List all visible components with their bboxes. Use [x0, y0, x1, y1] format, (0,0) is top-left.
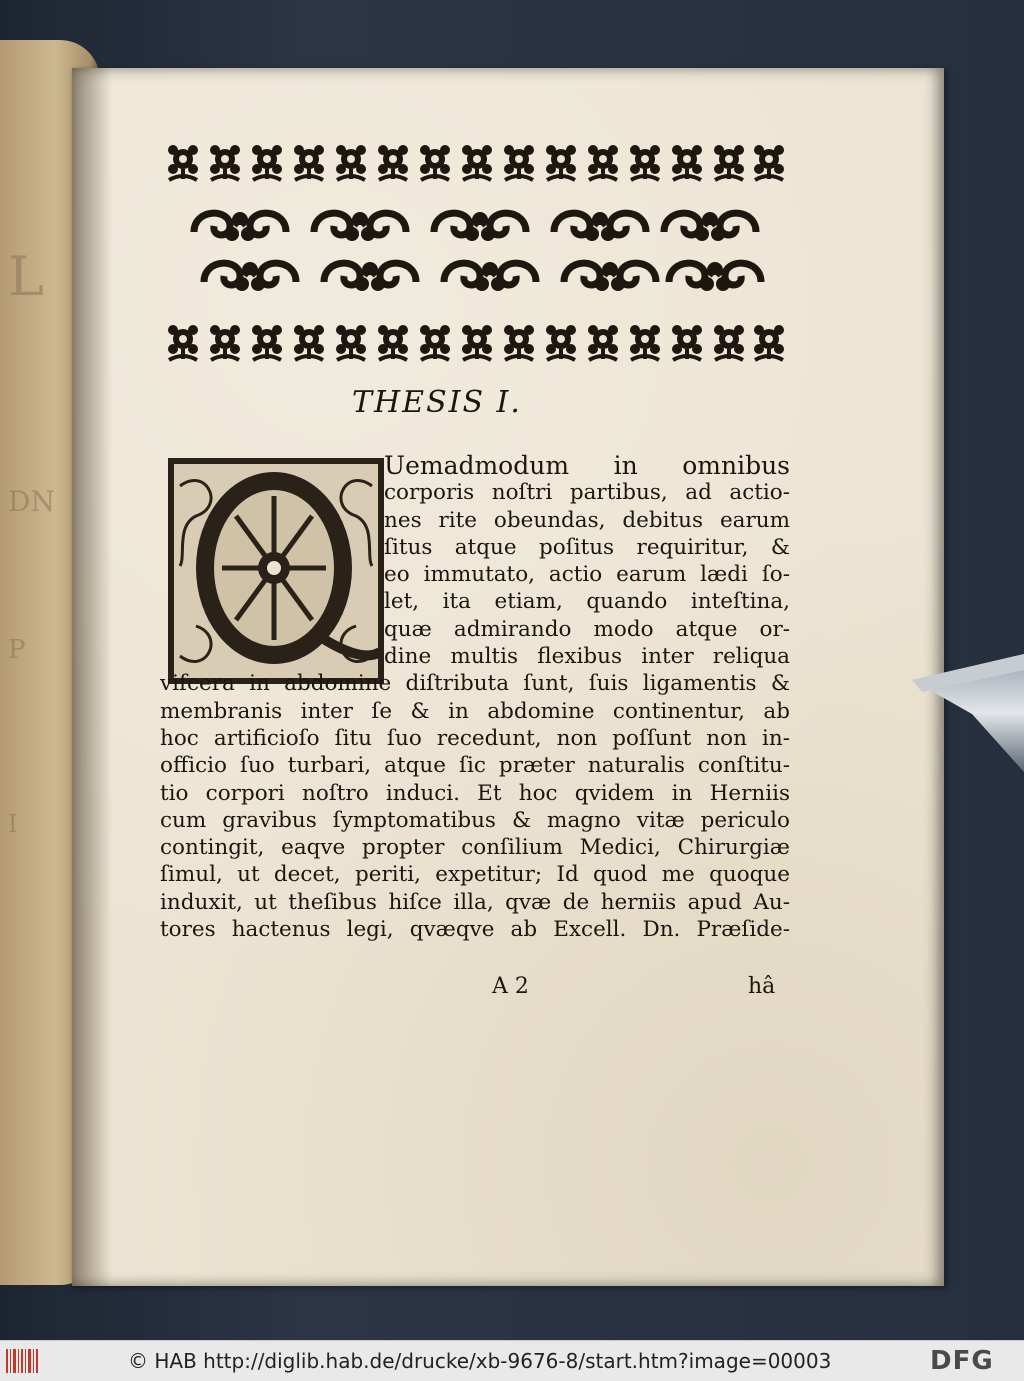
- previous-page-ghost-mark: P: [8, 635, 26, 665]
- text-line-4: ſitus atque poſitus requiritur, &: [384, 534, 790, 560]
- text-line-6: let, ita etiam, quando inteſtina,: [384, 589, 790, 615]
- text-line-7: quæ admirando modo atque or-: [384, 616, 790, 642]
- text-line-13: tio corpori noſtro induci. Et hoc qvidem in Herniis: [160, 780, 790, 806]
- previous-page-ghost-mark-2: I: [8, 810, 18, 838]
- text-line-18: tores hactenus legi, qvæqve ab Excell. Dn. Præſide-: [160, 917, 790, 943]
- gutter-shadow: [72, 68, 112, 1286]
- ornamental-headpiece: [160, 140, 786, 375]
- text-line-14: cum gravibus ſymptomatibus & magno vitæ periculo: [160, 807, 790, 833]
- page-holder-clip: [912, 652, 1024, 772]
- ornament-row-flowers-bottom: [168, 325, 784, 360]
- ornament-row-flowers-top: [168, 145, 784, 180]
- copyright-link[interactable]: © HAB http://diglib.hab.de/drucke/xb-9676-8/start.htm?image=00003: [128, 1349, 832, 1373]
- body-text: [160, 452, 790, 943]
- footer-bar: [0, 1340, 1024, 1381]
- dfg-logo: DFG: [930, 1346, 994, 1376]
- catchword: hâ: [748, 974, 776, 999]
- text-line-9: viſcera in abdomine diſtributa ſunt, ſuis ligamentis &: [160, 671, 790, 697]
- ornament-row-scrolls-2: [204, 262, 761, 291]
- text-line-11: hoc artificioſo ſitu ſuo recedunt, non poſſunt non in-: [160, 725, 790, 751]
- previous-page-ghost-text: DN: [8, 485, 55, 518]
- text-line-3: nes rite obeundas, debitus earum: [384, 507, 790, 533]
- text-line-16: ſimul, ut decet, periti, expetitur; Id quod me quoque: [160, 862, 790, 888]
- text-line-12: officio ſuo turbari, atque ſic præter naturalis conſtitu-: [160, 753, 790, 779]
- barcode-icon: [6, 1349, 40, 1373]
- thesis-heading: THESIS I.: [352, 385, 522, 420]
- text-line-15: contingit, eaqve propter conſilium Medici, Chirurgiæ: [160, 835, 790, 861]
- text-line-2: corporis noſtri partibus, ad actio-: [384, 480, 790, 506]
- text-line-10: membranis inter ſe & in abdomine continentur, ab: [160, 698, 790, 724]
- text-line-5: eo immutato, actio earum lædi ſo-: [384, 562, 790, 588]
- signature-mark: A 2: [492, 974, 529, 999]
- text-line-1: Uemadmodum in omnibus: [384, 452, 790, 480]
- previous-page-ghost-letter: L: [8, 245, 44, 308]
- text-line-17: induxit, ut theſibus hiſce illa, qvæ de herniis apud Au-: [160, 889, 790, 915]
- text-line-8: dine multis flexibus inter reliqua: [384, 644, 790, 670]
- ornament-row-scrolls-1: [194, 212, 756, 241]
